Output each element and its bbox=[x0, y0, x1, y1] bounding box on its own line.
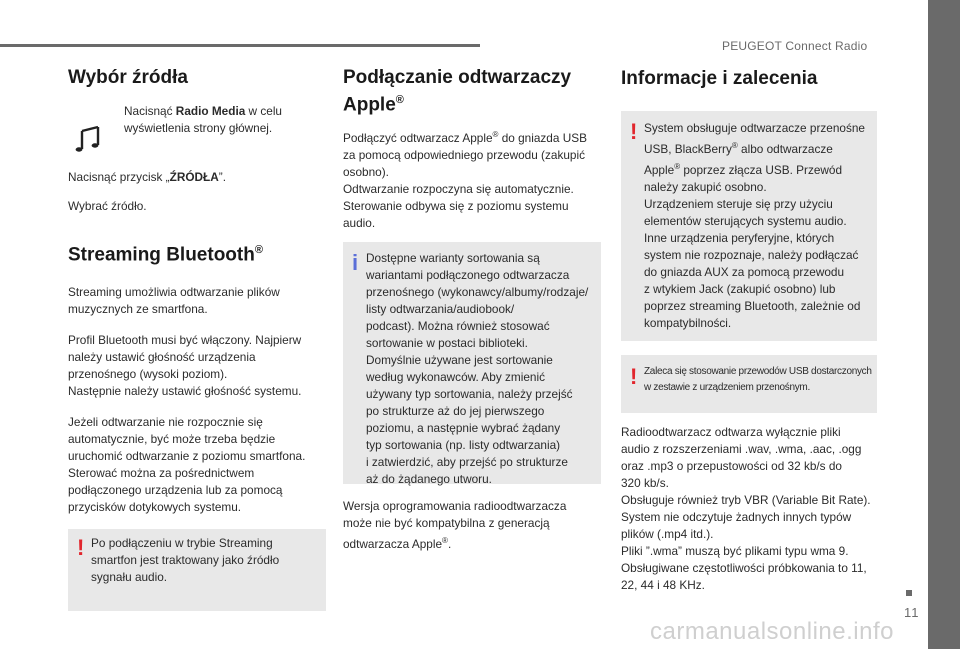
streaming-warning-text: Po podłączeniu w trybie Streaming smartfon jest traktowany jako źródło sygnału audio. bbox=[91, 536, 280, 585]
section-title-source: Wybór źródła bbox=[68, 67, 188, 88]
header-rule bbox=[0, 44, 480, 47]
page-number: 11 bbox=[904, 605, 920, 620]
usb-cable-warning-box bbox=[621, 355, 877, 413]
source-selection-column bbox=[68, 62, 326, 611]
compatibility-warning-box bbox=[621, 111, 877, 341]
bluetooth-paragraph-1: Streaming umożliwia odtwarzanie plików muzycznych ze smartfona. bbox=[68, 285, 280, 317]
bluetooth-paragraph-3: Jeżeli odtwarzanie nie rozpocznie się automatycznie, być może trzeba będzie uruchomić odtwarzanie z poziomu smartfona. Sterować można za pośrednictwem podłączonego urządzenia lub za pomocą przycisków dotykowych systemu. bbox=[68, 415, 306, 515]
apple-paragraph-2: Wersja oprogramowania radioodtwarzacza może nie być kompatybilna z generacją odtwarzacza Apple®. bbox=[343, 499, 567, 552]
apple-paragraph-1: Podłączyć odtwarzacz Apple® do gniazda USB za pomocą odpowiedniego przewodu (zakupić osobno). Odtwarzanie rozpoczyna się automatycznie. Sterowanie odbywa się z poziomu systemu audio. bbox=[343, 130, 587, 231]
media-step-text: Nacisnąć Radio Media w celu wyświetlenia strony głównej. bbox=[124, 104, 282, 135]
music-note-icon bbox=[68, 111, 124, 155]
compatibility-warning-text: System obsługuje odtwarzacze przenośne USB, BlackBerry® albo odtwarzacze Apple® poprzez złącza USB. Przewód należy zakupić osobno. Urządzeniem steruje się przy użyciu elementów sterujących systemu audio. Inne urządzenia peryferyjne, których system nie rozpoznaje, należy podłączać do gniazda AUX za pomocą przewodu z wtykiem Jack (zakupić osobno) lub poprzez streaming Bluetooth, zależnie od kompatybilności. bbox=[644, 121, 865, 330]
info-column bbox=[621, 62, 877, 594]
section-title-info: Informacje i zalecenia bbox=[621, 68, 818, 89]
choose-source-text: Wybrać źródło. bbox=[68, 199, 147, 213]
usb-cable-warning-text: Zaleca się stosowanie przewodów USB dostarczonych w zestawie z urządzeniem przenośnym. bbox=[644, 366, 872, 393]
apple-column bbox=[343, 62, 601, 553]
watermark: carmanualsonline.info bbox=[650, 618, 894, 645]
warning-icon: ! bbox=[77, 535, 85, 561]
media-step-row bbox=[68, 103, 326, 155]
info-icon: i bbox=[352, 250, 359, 276]
warning-icon: ! bbox=[630, 364, 638, 389]
side-strip bbox=[928, 0, 960, 649]
streaming-warning-box bbox=[68, 529, 326, 611]
page-marker bbox=[906, 590, 912, 596]
sources-step-text: Nacisnąć przycisk „ŹRÓDŁA”. bbox=[68, 170, 226, 184]
section-title-apple: Podłączanie odtwarzaczy Apple® bbox=[343, 67, 572, 116]
bluetooth-paragraph-2: Profil Bluetooth musi być włączony. Najpierw należy ustawić głośność urządzenia przenośnego (wysoki poziom). Następnie należy ustawić głośność systemu. bbox=[68, 333, 302, 399]
sorting-info-text: Dostępne warianty sortowania są wariantami podłączonego odtwarzacza przenośnego (wykonawcy/albumy/rodzaje/ listy odtwarzania/audiobook/ podcast). Można również stosować sortowanie w postaci biblioteki. Domyślnie używane jest sortowanie według wykonawców. Aby zmienić używany typ sortowania, należy przejść po strukturze aż do jej pierwszego poziomu, a następnie wybrać żądany typ sortowania (np. listy odtwarzania) i zatwierdzić, aby przejść po strukturze aż do żądanego utworu. bbox=[366, 251, 589, 487]
header-title: PEUGEOT Connect Radio bbox=[722, 39, 868, 53]
section-title-bluetooth: Streaming Bluetooth® bbox=[68, 244, 263, 266]
sorting-info-box bbox=[343, 242, 601, 487]
file-format-paragraph: Radioodtwarzacz odtwarza wyłącznie pliki audio z rozszerzeniami .wav, .wma, .aac, .ogg oraz .mp3 o przepustowości od 32 kb/s do 320 kb/s. Obsługuje również tryb VBR (Variable Bit Rate). System nie odczytuje żadnych innych typów plików (.mp4 itd.). Pliki ”.wma” muszą być plikami typu wma 9. Obsługiwane częstotliwości próbkowania to 11, 22, 44 i 48 KHz. bbox=[621, 425, 871, 592]
warning-icon: ! bbox=[630, 119, 638, 144]
